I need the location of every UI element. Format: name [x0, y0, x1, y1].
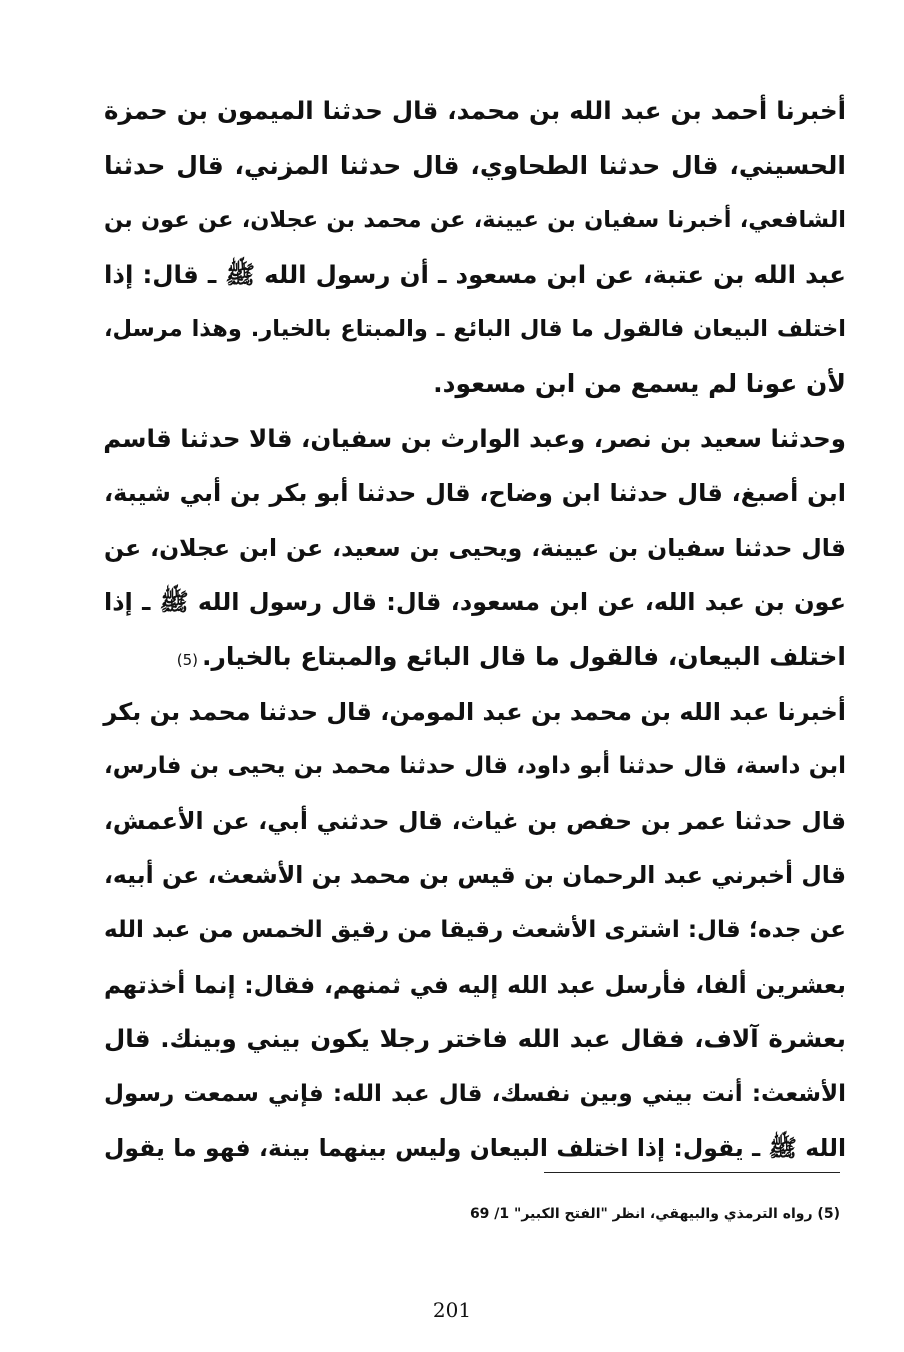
text-line: اختلف البيعان، فالقول ما قال البائع والمبتاع بالخيار.: [201, 641, 846, 671]
text-line: الشافعي، أخبرنا سفيان بن عيينة، عن محمد بن عجلان، عن عون بن: [104, 207, 846, 234]
main-text: [104, 84, 846, 1176]
text-line: اختلف البيعان فالقول ما قال البائع ـ والمبتاع بالخيار. وهذا مرسل،: [104, 316, 846, 343]
footnote-divider: [544, 1172, 840, 1173]
text-line: الحسيني، قال حدثنا الطحاوي، قال حدثنا المزني، قال حدثنا: [104, 150, 846, 180]
text-line: قال حدثنا سفيان بن عيينة، ويحيى بن سعيد، عن ابن عجلان، عن: [104, 533, 846, 562]
footnote-reference: (5): [176, 650, 198, 669]
paragraph-2: [104, 412, 846, 685]
text-line: عن جده؛ قال: اشترى الأشعث رقيقا من رقيق الخمس من عبد الله: [104, 916, 846, 943]
text-line: الأشعث: أنت بيني وبين نفسك، قال عبد الله: فإني سمعت رسول: [104, 1080, 846, 1107]
text-line: الله ﷺ ـ يقول: إذا اختلف البيعان وليس بينهما بينة، فهو ما يقول: [104, 1134, 846, 1163]
text-line: أخبرنا أحمد بن عبد الله بن محمد، قال حدثنا الميمون بن حمزة: [104, 96, 846, 125]
text-line: عبد الله بن عتبة، عن ابن مسعود ـ أن رسول الله ﷺ ـ قال: إذا: [104, 259, 846, 289]
text-line-with-footnote: [104, 630, 846, 685]
text-line: قال أخبرني عبد الرحمان بن قيس بن محمد بن الأشعث، عن أبيه،: [104, 861, 846, 890]
text-line: لأن عونا لم يسمع من ابن مسعود.: [433, 368, 846, 398]
text-line: أخبرنا عبد الله بن محمد بن عبد المومن، قال حدثنا محمد بن بكر: [103, 697, 846, 726]
text-line: بعشرة آلاف، فقال عبد الله فاختر رجلا يكون بيني وبينك. قال: [104, 1024, 846, 1054]
text-line: عون بن عبد الله، عن ابن مسعود، قال: قال رسول الله ﷺ ـ إذا: [104, 588, 846, 617]
text-line: بعشرين ألفا، فأرسل عبد الله إليه في ثمنهم، فقال: إنما أخذتهم: [104, 970, 846, 999]
text-line: ابن داسة، قال حدثنا أبو داود، قال حدثنا محمد بن يحيى بن فارس،: [104, 753, 846, 780]
text-line: وحدثنا سعيد بن نصر، وعبد الوارث بن سفيان، قالا حدثنا قاسم: [103, 423, 846, 453]
footnote: (5) رواه الترمذي والبيهقي، انظر "الفتح الكبير" 1/ 69: [469, 1206, 840, 1222]
paragraph-3: [104, 685, 846, 1176]
text-line: قال حدثنا عمر بن حفص بن غياث، قال حدثني أبي، عن الأعمش،: [104, 806, 846, 835]
text-line: ابن أصبغ، قال حدثنا ابن وضاح، قال حدثنا أبو بكر بن أبي شيبة،: [104, 479, 846, 508]
page-number: 201: [432, 1298, 472, 1322]
paragraph-1: [104, 84, 846, 412]
